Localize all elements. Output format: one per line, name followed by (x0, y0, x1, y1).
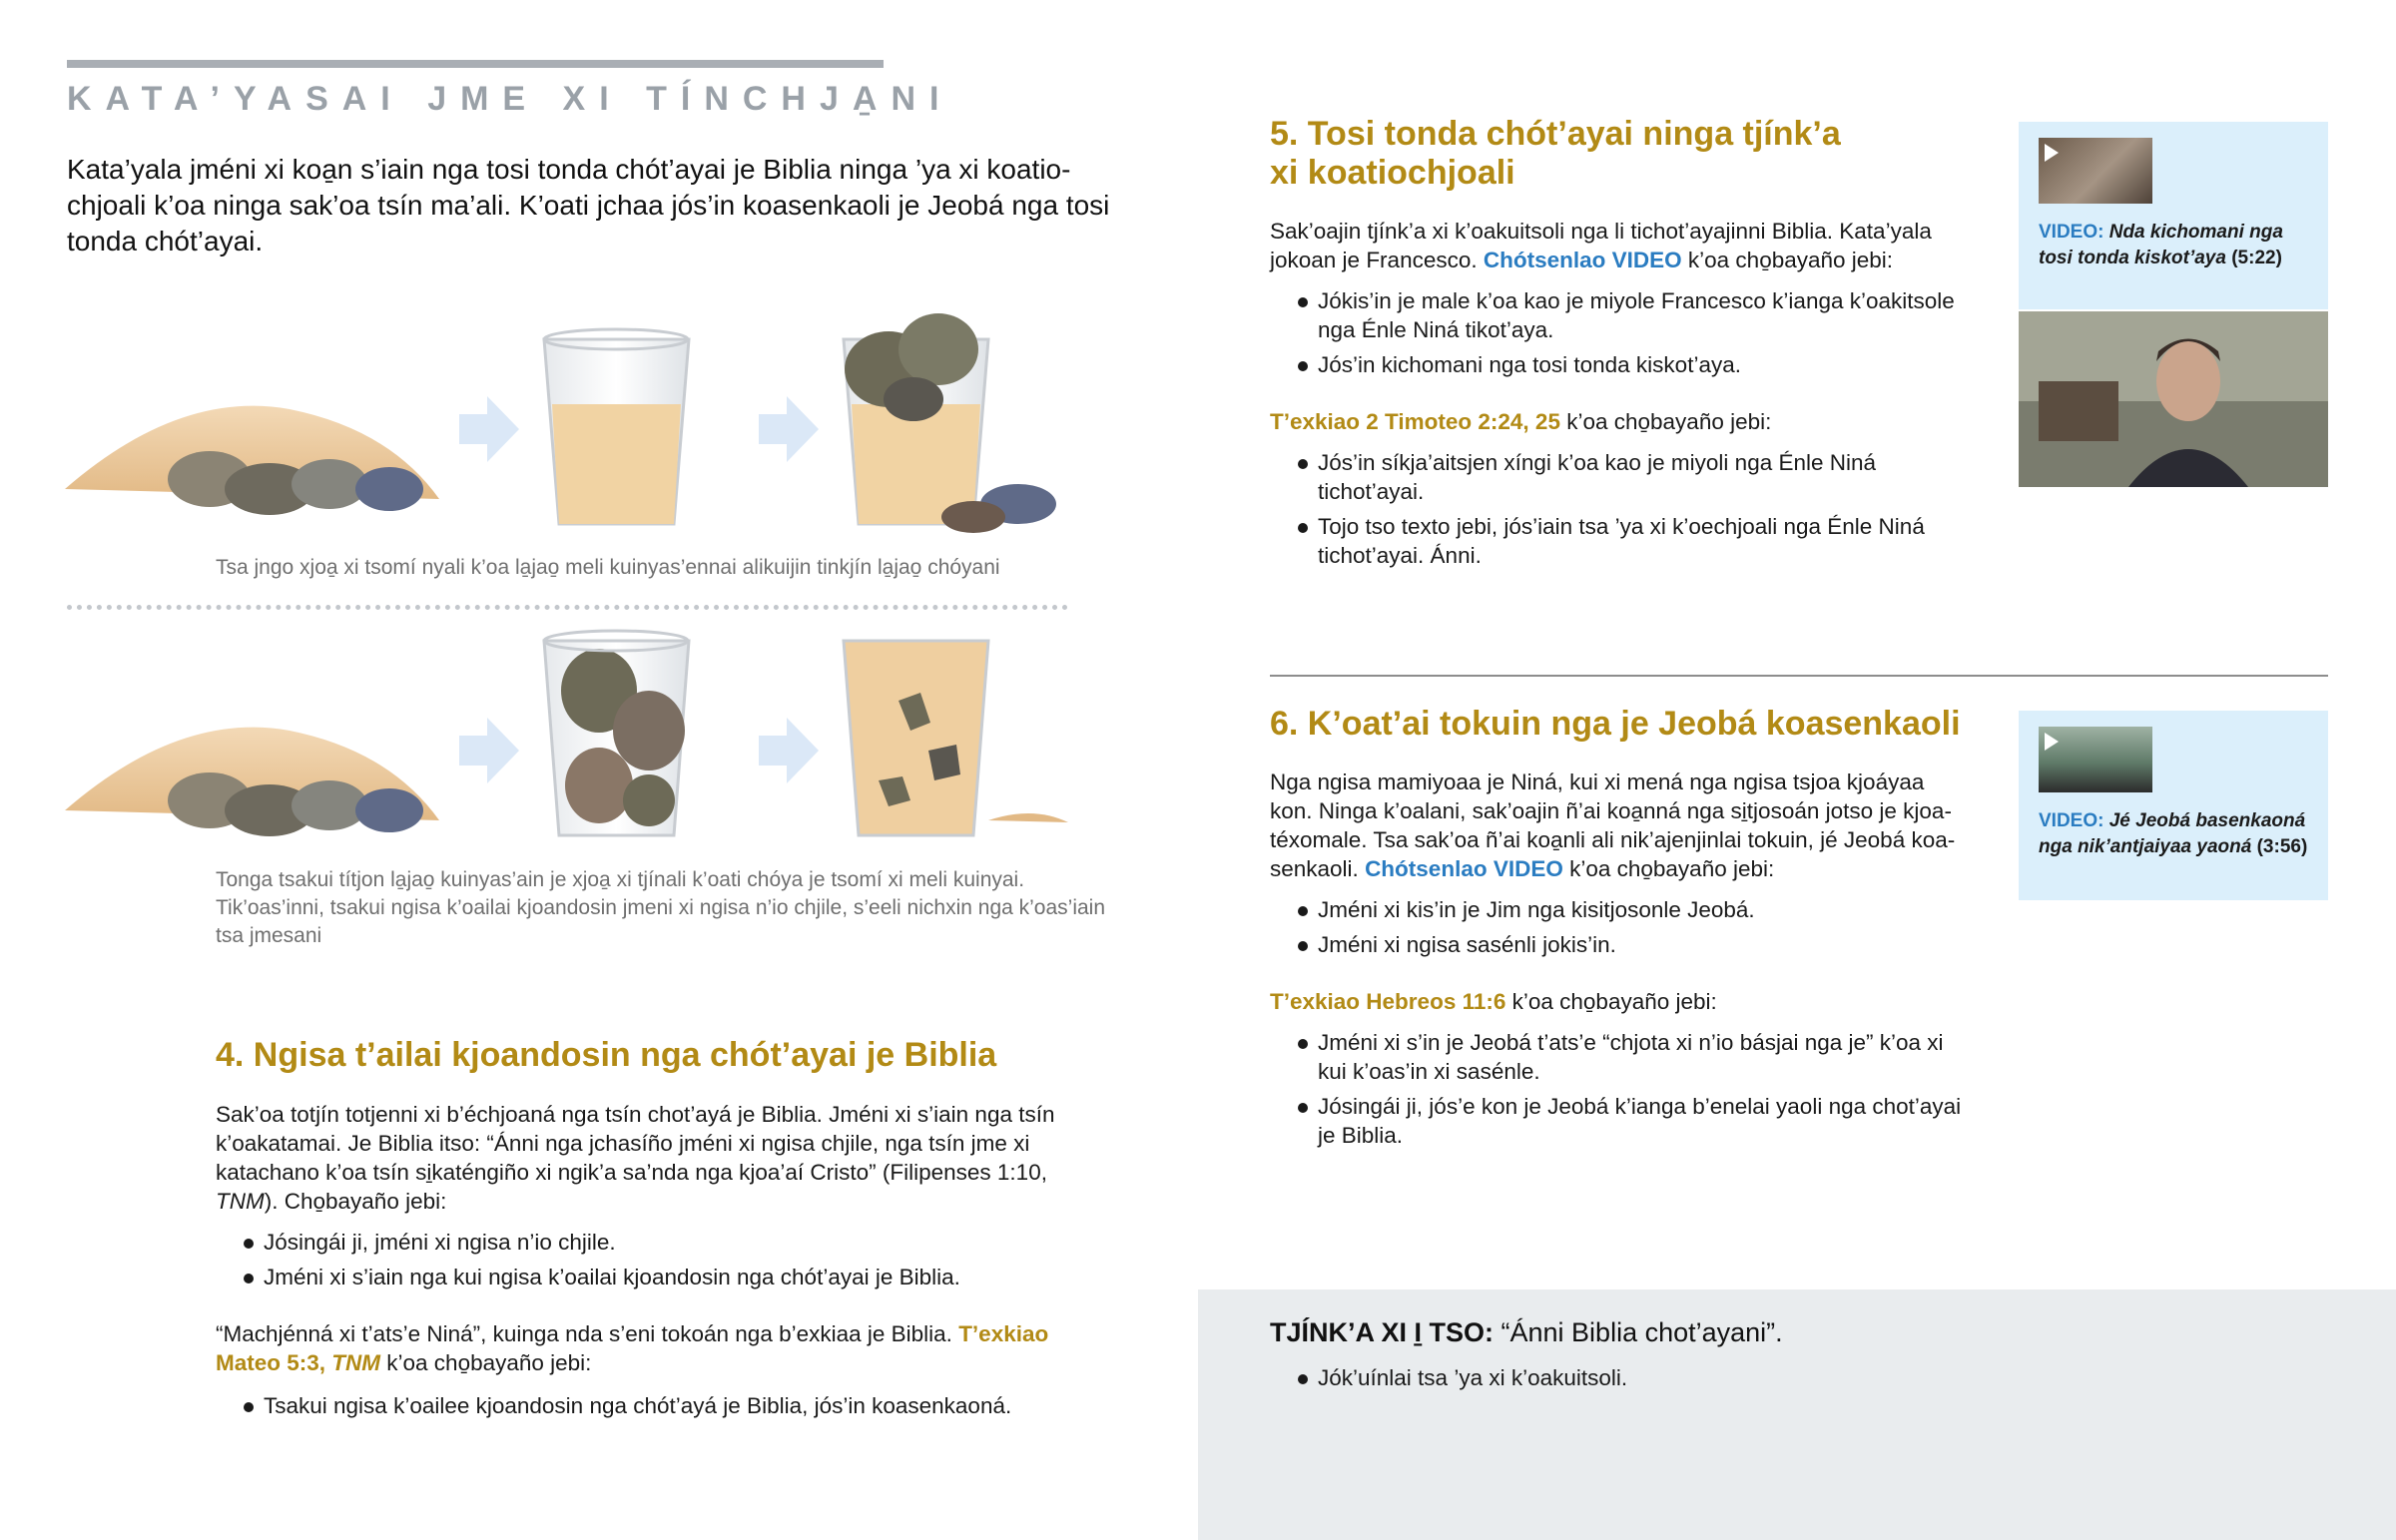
list-item: Jósingái ji, jós’e kon je Jeobá k’ianga b’enelai yaoli nga chot’ayai je Biblia. (1270, 1092, 1969, 1150)
illustration-sand-first (60, 289, 1118, 549)
figure-1-caption: Tsa jngo xjoa̱ xi tsomí nyali k’oa la̱jao̱ meli kuinyas’ennai alikuijin tinkjín la̱jao̱ chóyani (216, 556, 1000, 579)
section-6-title: 6. K’oat’ai tokuin nga je Jeobá koasenkaoli (1270, 705, 1961, 743)
section-4-title: 4. Ngisa t’ailai kjoandosin nga chót’ayai je Biblia (216, 1036, 997, 1074)
list-item: Jókis’in je male k’oa kao je miyole Francesco k’ianga k’oakitsole nga Énle Niná tikot’aya. (1270, 286, 1969, 344)
cup-with-rocks (544, 631, 689, 835)
video-thumbnail[interactable] (2039, 138, 2152, 204)
video-card-1[interactable] (2019, 122, 2328, 309)
list-item: Jméni xi s’iain nga kui ngisa k’oailai kjoandosin nga chót’ayai je Biblia. (216, 1263, 1094, 1291)
list-item: Jméni xi s’in je Jeobá t’ats’e “chjota xi n’io básjai nga je” k’oa xi kui k’oas’in xi sasénle. (1270, 1028, 1969, 1086)
play-icon (2045, 733, 2059, 751)
arrow-right (459, 718, 519, 783)
video-thumbnail[interactable] (2039, 727, 2152, 792)
section-4-questions-b (216, 1391, 1094, 1426)
section-5-read: T’exkiao 2 Timoteo 2:24, 25 k’oa cho̱bayaño jebi: (1270, 409, 1772, 434)
play-icon (2045, 144, 2059, 162)
watch-video-link[interactable]: Chótsenlao VIDEO (1365, 856, 1563, 881)
section-6-paragraph: Nga ngisa mamiyoaa je Niná, kui xi mená nga ngisa tsjoa kjoáyaa kon. Ninga k’oalani, sak’oajin ñ’ai koa̱nná nga si̱tjosoán jotso je kjoatéxomale. Tsa sak’oa ñ’ai koa̱nli ali nik’ajenjinlai tokuin, jé Jeobá koasenkaoli. Chótsenlao VIDEO k’oa cho̱bayaño jebi: (1270, 770, 1956, 881)
cup-with-sand (544, 329, 689, 524)
list-item: Jméni xi ngisa sasénli jokis’in. (1270, 930, 1969, 959)
list-item: Jméni xi kis’in je Jim nga kisitjosonle Jeobá. (1270, 895, 1969, 924)
section-4-questions-a (216, 1228, 1094, 1297)
section-4-paragraph: Sak’oa totjín totjenni xi b’échjoaná nga tsín chot’ayá je Biblia. Jméni xi s’iain nga tsín k’oakatamai. Je Biblia itso: “Ánni nga jchasíño jméni xi ngisa chjile, nga tsín jme xi katachano k’oa tsín si̱katéngiño xi ngik’a sa’nda nga kjoa’aí Cristo” (Filipenses 1:10, TNM). Cho̱bayaño jebi: (216, 1102, 1055, 1214)
scripture-link[interactable]: T’exkiao 2 Timoteo 2:24, 25 (1270, 409, 1560, 434)
section-5-title: 5. Tosi tonda chót’ayai ninga tjínk’a xi koatiochjoali (1270, 115, 1841, 192)
video-still-photo (2019, 311, 2328, 487)
list-item: Jósingái ji, jméni xi ngisa n’io chjile. (216, 1228, 1094, 1257)
summary-heading: TJÍNK’A XI I̱ TSO: “Ánni Biblia chot’ayani”. (1270, 1317, 1783, 1347)
video-caption: VIDEO: Jé Jeobá basenkaoná nga nik’antjaiyaa yaoná (3:56) (2039, 810, 2308, 857)
section-6-read: T’exkiao Hebreos 11:6 k’oa cho̱bayaño jebi: (1270, 989, 1717, 1014)
video-caption: VIDEO: Nda kichomani nga tosi tonda kiskot’aya (5:22) (2039, 222, 2283, 268)
section-5-questions-a (1270, 286, 1969, 385)
list-item: Jós’in síkja’aitsjen xíngi k’oa kao je miyoli nga Énle Niná tichot’ayai. (1270, 448, 1969, 506)
list-item: Jós’in kichomani nga tosi tonda kiskot’aya. (1270, 350, 1969, 379)
list-item: Tojo tso texto jebi, jós’iain tsa ’ya xi k’oechjoali nga Énle Niná tichot’ayai. Ánni. (1270, 512, 1969, 570)
section-5-questions-b (1270, 448, 1969, 576)
cup-rocks-and-sand (844, 641, 1068, 835)
header-rule (67, 60, 884, 68)
section-4-paragraph-2: “Machjénná xi t’ats’e Niná”, kuinga nda s’eni tokoán nga b’exkiaa je Biblia. T’exkiao Mateo 5:3, TNM k’oa cho̱bayaño jebi: (216, 1321, 1049, 1375)
list-item: Tsakui ngisa k’oailee kjoandosin nga chót’ayá je Biblia, jós’in koasenkaoná. (216, 1391, 1094, 1420)
section-6-questions-b (1270, 1028, 1969, 1156)
arrow-right (759, 396, 819, 462)
section-6-questions-a (1270, 895, 1969, 965)
section-5-paragraph: Sak’oajin tjínk’a xi k’oakuitsoli nga li tichot’ayajinni Biblia. Kata’yala jokoan je Francesco. Chótsenlao VIDEO k’oa cho̱bayaño jebi: (1270, 219, 1932, 272)
section-kicker: KATA’YASAI JME XI TÍNCHJA̱NI (67, 80, 953, 118)
dotted-divider (67, 605, 1068, 610)
cup-sand-and-rocks (844, 313, 1056, 533)
illustration-rocks-first (60, 611, 1118, 870)
arrow-right (459, 396, 519, 462)
watch-video-link[interactable]: Chótsenlao VIDEO (1483, 248, 1682, 272)
summary-list (1270, 1363, 1969, 1398)
scripture-link[interactable]: T’exkiao Mateo 5:3, TNM (216, 1321, 1049, 1375)
list-item: Jók’uínlai tsa ’ya xi k’oakuitsoli. (1270, 1363, 1969, 1392)
scripture-link[interactable]: T’exkiao Hebreos 11:6 (1270, 989, 1506, 1014)
arrow-right (759, 718, 819, 783)
intro-paragraph: Kata’yala jméni xi koa̱n s’iain nga tosi tonda chót’ayai je Biblia ninga ’ya xi koatiochjoali k’oa ninga sak’oa tsín ma’ali. K’oati jchaa jós’in koasenkaoli je Jeobá nga tosi tonda chót’ayai. (67, 154, 1110, 257)
figure-2-caption: Tonga tsakui títjon la̱jao̱ kuinyas’ain je xjoa̱ xi tjínali k’oati chóya je tsomí xi meli kuinyai. Tik’oas’inni, tsakui ngisa k’oailai kjoandosin jmeni xi ngisa n’io chjile, s’eeli nichxin nga k’oas’iain tsa jmesani (216, 868, 1106, 947)
section-divider (1270, 675, 2328, 677)
video-card-2[interactable] (2019, 711, 2328, 900)
